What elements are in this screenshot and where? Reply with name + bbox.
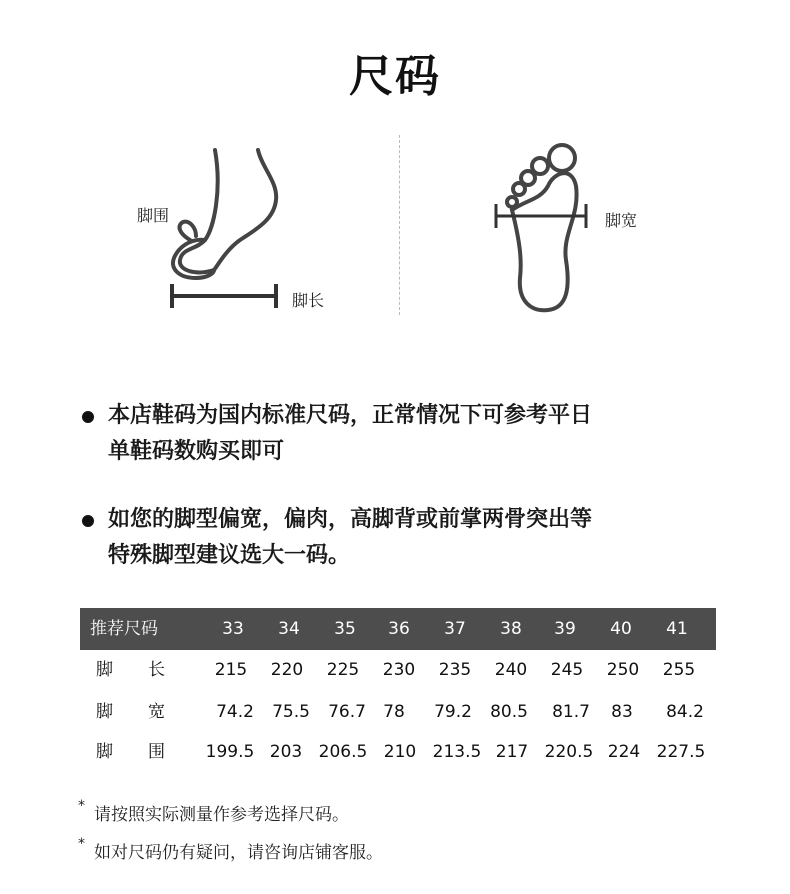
table-cell: 220.5 xyxy=(544,742,594,762)
table-row-girth: 脚 围 199.5 203 206.5 210 213.5 217 220.5 224 227.5 xyxy=(80,732,716,772)
table-cell: 255 xyxy=(662,660,696,680)
table-cell: 203 xyxy=(269,742,303,762)
table-cell: 240 xyxy=(494,660,528,680)
table-row-length: 脚 长 215 220 225 230 235 240 245 250 255 xyxy=(80,650,716,690)
length-ruler-icon xyxy=(172,284,276,308)
diagram-divider xyxy=(399,135,400,315)
size-header: 33 xyxy=(222,619,244,639)
table-cell: 76.7 xyxy=(328,702,366,722)
table-cell: 78 xyxy=(383,702,405,722)
size-header: 36 xyxy=(388,619,410,639)
table-cell: 210 xyxy=(383,742,417,762)
advice-line-2: 特殊脚型建议选大一码。 xyxy=(108,543,351,568)
table-cell: 224 xyxy=(607,742,641,762)
table-cell: 245 xyxy=(550,660,584,680)
table-cell: 206.5 xyxy=(318,742,368,762)
length-label: 脚长 xyxy=(292,291,325,310)
table-cell: 74.2 xyxy=(216,702,254,722)
table-cell: 80.5 xyxy=(490,702,528,722)
bullet-dot-icon xyxy=(82,515,94,527)
size-header: 39 xyxy=(554,619,576,639)
table-cell: 250 xyxy=(606,660,640,680)
page-title: 尺码 xyxy=(349,51,441,102)
size-header: 38 xyxy=(500,619,522,639)
bullet-dot-icon xyxy=(82,411,94,423)
header-label: 推荐尺码 xyxy=(90,619,158,639)
table-cell: 217 xyxy=(495,742,529,762)
note-item xyxy=(78,800,349,825)
asterisk-icon: * xyxy=(78,836,85,852)
size-chart-table xyxy=(80,608,716,772)
width-label: 脚宽 xyxy=(605,211,638,230)
side-foot-icon xyxy=(173,150,276,278)
girth-label: 脚围 xyxy=(137,206,170,225)
table-cell: 235 xyxy=(438,660,472,680)
note-text: 如对尺码仍有疑问，请咨询店铺客服。 xyxy=(94,843,383,863)
size-header: 35 xyxy=(334,619,356,639)
table-cell: 227.5 xyxy=(656,742,706,762)
table-cell: 215 xyxy=(214,660,248,680)
advice-item xyxy=(80,398,740,470)
table-cell: 220 xyxy=(270,660,304,680)
table-cell: 84.2 xyxy=(666,702,704,722)
size-header: 41 xyxy=(666,619,688,639)
table-row-width: 脚 宽 74.2 75.5 76.7 78 79.2 80.5 81.7 83 84.2 xyxy=(80,692,716,732)
note-item xyxy=(78,838,383,863)
asterisk-icon: * xyxy=(78,798,85,814)
table-cell: 199.5 xyxy=(205,742,255,762)
table-header-row xyxy=(80,608,716,650)
size-header: 40 xyxy=(610,619,632,639)
advice-item xyxy=(80,502,740,574)
table-cell: 230 xyxy=(382,660,416,680)
table-cell: 79.2 xyxy=(434,702,472,722)
sole-foot-icon xyxy=(507,145,577,310)
size-header: 34 xyxy=(278,619,300,639)
advice-line-1: 本店鞋码为国内标准尺码，正常情况下可参考平日 xyxy=(108,403,593,428)
foot-measure-diagram xyxy=(0,130,790,330)
table-cell: 213.5 xyxy=(432,742,482,762)
advice-line-1: 如您的脚型偏宽，偏肉，高脚背或前掌两骨突出等 xyxy=(108,507,593,532)
table-cell: 225 xyxy=(326,660,360,680)
table-cell: 81.7 xyxy=(552,702,590,722)
size-header: 37 xyxy=(444,619,466,639)
table-cell: 83 xyxy=(611,702,633,722)
table-cell: 75.5 xyxy=(272,702,310,722)
advice-line-2: 单鞋码数购买即可 xyxy=(108,439,285,464)
note-text: 请按照实际测量作参考选择尺码。 xyxy=(94,805,349,825)
